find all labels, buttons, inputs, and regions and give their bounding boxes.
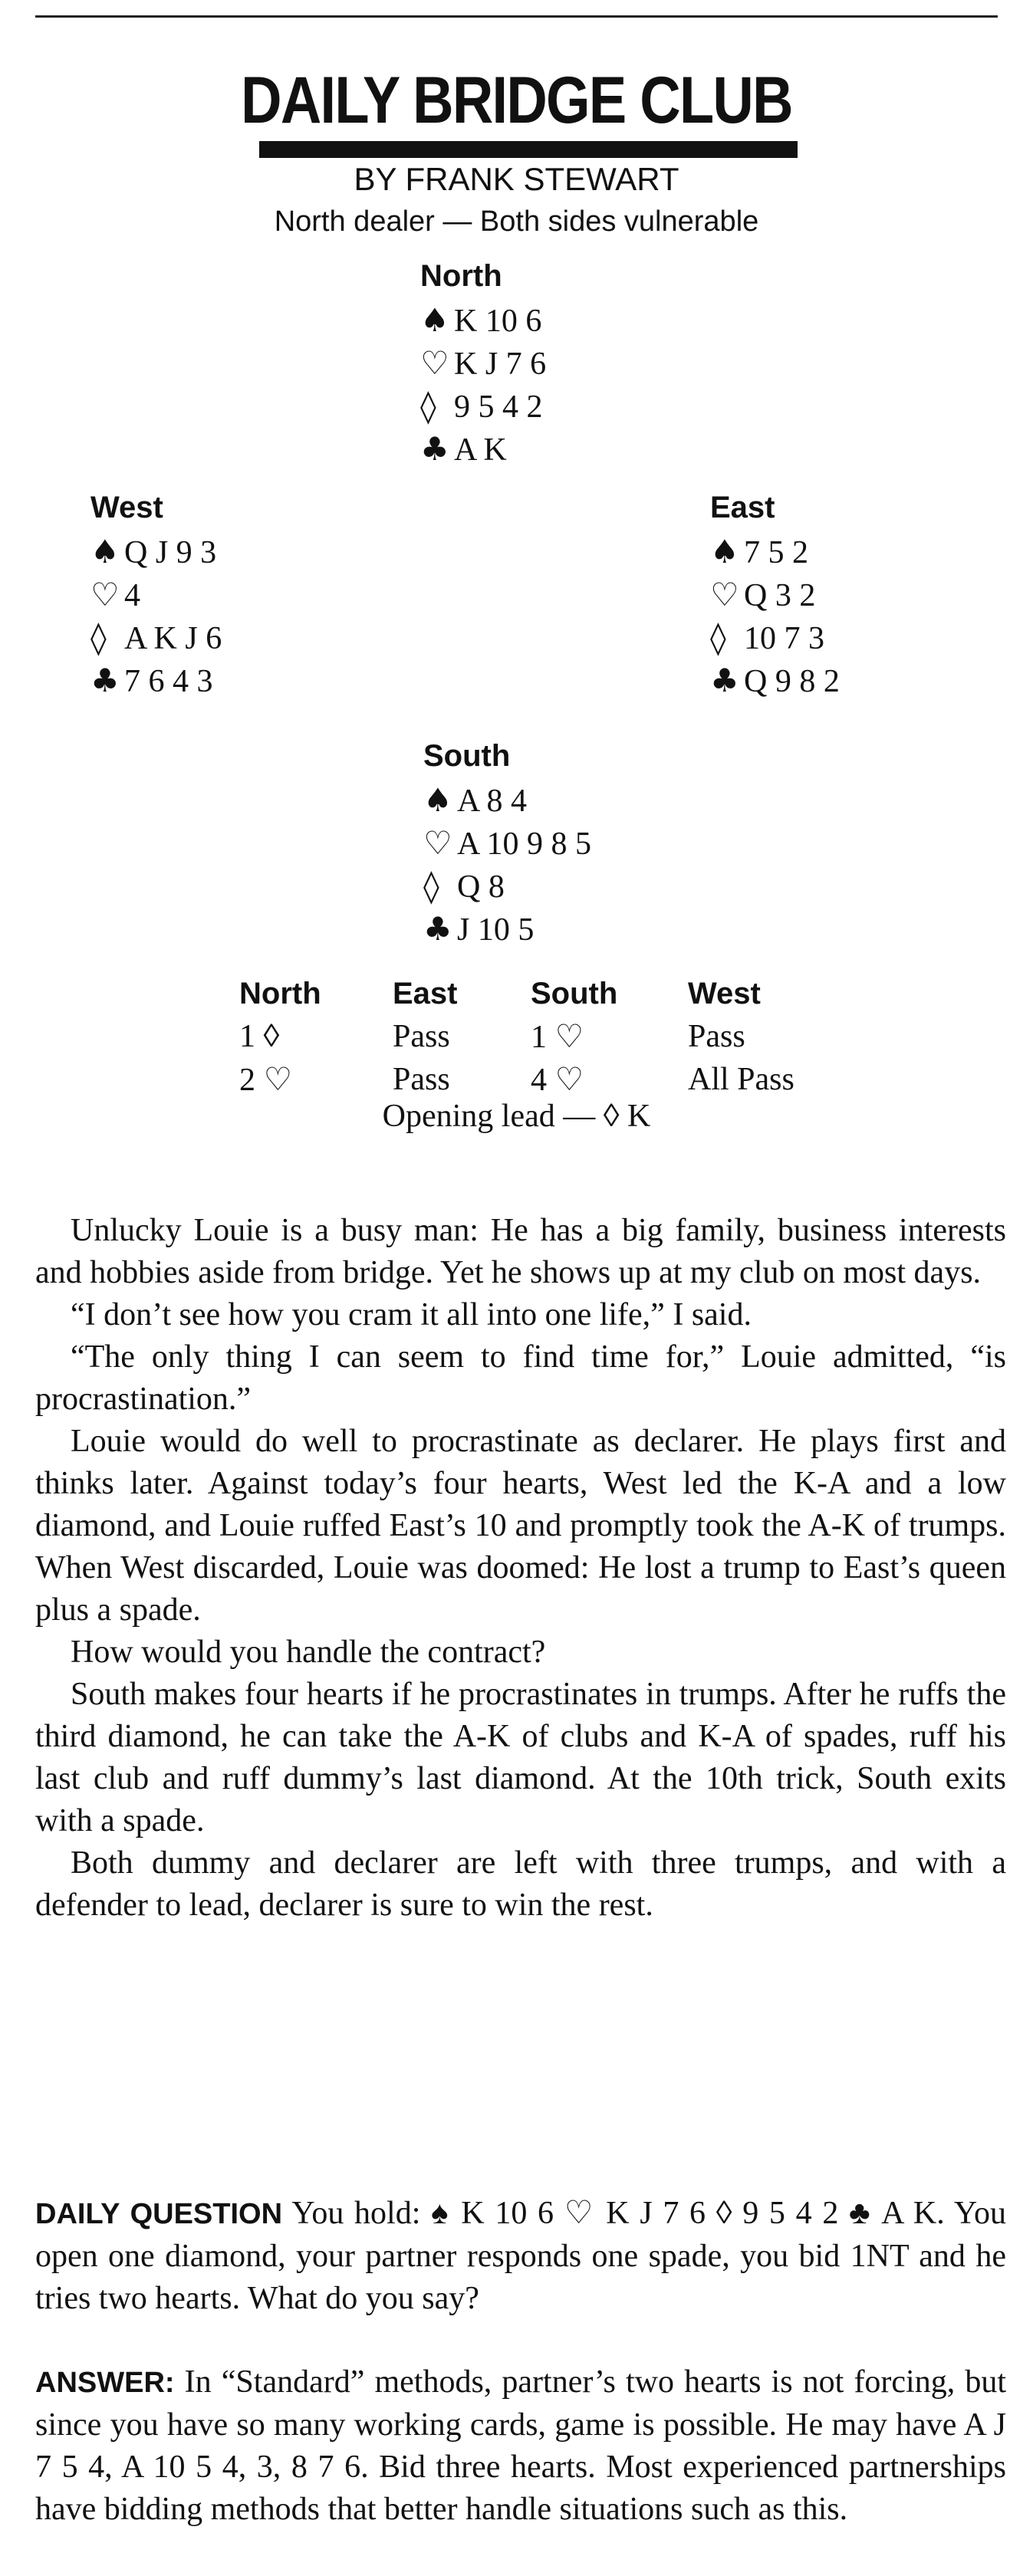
hand-west [90,485,222,702]
diamond-icon: ◊ [420,387,436,425]
suit-row-diamonds: ◊ Q 8 [423,865,591,908]
article-paragraph: “The only thing I can seem to find time for,” Louie admitted, “is procrastination.” [35,1339,1006,1417]
suit-row-spades: ♠ Q J 9 3 [90,531,222,573]
opening-lead: Opening lead — ◊ K [382,1099,651,1134]
dealer-line: North dealer — Both sides vulnerable [274,205,759,238]
article-body [35,1210,1006,1927]
suit-row-spades: ♠ A 8 4 [423,779,591,822]
club-icon: ♣ [423,910,452,948]
hand-east [710,485,840,702]
spade-icon: ♠ [710,533,739,570]
club-icon: ♣ [710,662,739,699]
auction-bid: All Pass [688,1062,794,1097]
auction-bid: 1 ◊ [239,1019,280,1054]
diamond-icon: ◊ [423,867,439,905]
page-title: DAILY BRIDGE CLUB [241,64,792,137]
article-paragraph: How would you handle the contract? [71,1635,546,1670]
suit-row-diamonds: ◊ 10 7 3 [710,616,840,659]
hand-north [420,253,546,471]
hand-name: West [90,491,163,524]
heart-icon: ♡ [90,576,120,613]
auction-header: East [393,976,458,1010]
auction-header: North [239,976,321,1010]
article-paragraph: Both dummy and declarer are left with three trumps, and with a defender to lead, declarer is sure to win the rest. [35,1845,1006,1923]
suit-row-diamonds: ◊ 9 5 4 2 [420,385,546,428]
auction-header: South [531,976,618,1010]
suit-row-clubs: ♣ Q 9 8 2 [710,659,840,702]
hand-south [423,733,591,951]
auction-row [239,1015,841,1058]
auction-bid: 2 ♡ [239,1063,293,1098]
club-icon: ♣ [90,662,120,699]
suit-row-hearts: ♡ 4 [90,573,222,616]
diamond-icon: ◊ [90,619,107,656]
club-icon: ♣ [420,430,449,468]
suit-row-hearts: ♡ A 10 9 8 5 [423,822,591,865]
suit-row-clubs: ♣ A K [420,428,546,471]
article-paragraph: Unlucky Louie is a busy man: He has a big family, business interests and hobbies aside from bridge. Yet he shows up at my club on most days. [35,1213,1006,1290]
auction-row [239,1058,841,1101]
suit-row-hearts: ♡ K J 7 6 [420,342,546,385]
article-paragraph: South makes four hearts if he procrastinates in trumps. After he ruffs the third diamond, he can take the A-K of clubs and K-A of spades, ruff his last club and ruff dummy’s last diamond. At the 10th trick, South exits with a spade. [35,1677,1006,1838]
suit-row-clubs: ♣ 7 6 4 3 [90,659,222,702]
answer-label: ANSWER: [35,2367,175,2399]
heart-icon: ♡ [710,576,739,613]
spade-icon: ♠ [90,533,120,570]
heart-icon: ♡ [423,824,452,862]
answer-text: In “Standard” methods, partner’s two hearts is not forcing, but since you have so many working cards, game is possible. He may have A J 7 5 4, A 10 5 4, 3, 8 7 6. Bid three hearts. Most experienced partnerships have bidding methods that better handle situations such as this. [35,2364,1007,2527]
suit-row-diamonds: ◊ A K J 6 [90,616,222,659]
diamond-icon: ◊ [710,619,726,656]
answer [35,2361,1006,2531]
suit-row-spades: ♠ K 10 6 [420,299,546,342]
auction-header: West [688,976,761,1010]
heart-icon: ♡ [420,344,449,382]
byline: BY FRANK STEWART [354,161,679,197]
title-underline-bar [259,141,798,158]
hand-name: South [423,739,511,773]
hand-name: North [420,259,502,293]
top-rule [35,15,998,18]
article-paragraph: Louie would do well to procrastinate as declarer. He plays first and thinks later. Against today’s four hearts, West led the K-A and a low diamond, and Louie ruffed East’s 10 and promptly took the A-K of trumps. When West discarded, Louie was doomed: He lost a trump to East’s queen plus a spade. [35,1424,1006,1628]
auction-bid: 1 ♡ [531,1020,584,1055]
auction-bid: Pass [393,1062,450,1097]
spade-icon: ♠ [420,301,449,339]
auction-bid: Pass [393,1019,450,1054]
auction-header-row [239,972,841,1015]
daily-question-text: You hold: ♠ K 10 6 ♡ K J 7 6 ◊ 9 5 4 2 ♣ A K. You open one diamond, your partner responds one spade, you bid 1NT and he tries two hearts. What do you say? [35,2196,1006,2316]
suit-row-hearts: ♡ Q 3 2 [710,573,840,616]
daily-question-label: DAILY QUESTION [35,2198,283,2230]
spade-icon: ♠ [423,781,452,819]
auction-bid: Pass [688,1019,745,1054]
hand-name: East [710,491,775,524]
article-paragraph: “I don’t see how you cram it all into one life,” I said. [71,1297,752,1332]
suit-row-spades: ♠ 7 5 2 [710,531,840,573]
daily-question [35,2193,1006,2320]
auction-bid: 4 ♡ [531,1063,584,1098]
auction-table [239,972,841,1101]
suit-row-clubs: ♣ J 10 5 [423,908,591,951]
